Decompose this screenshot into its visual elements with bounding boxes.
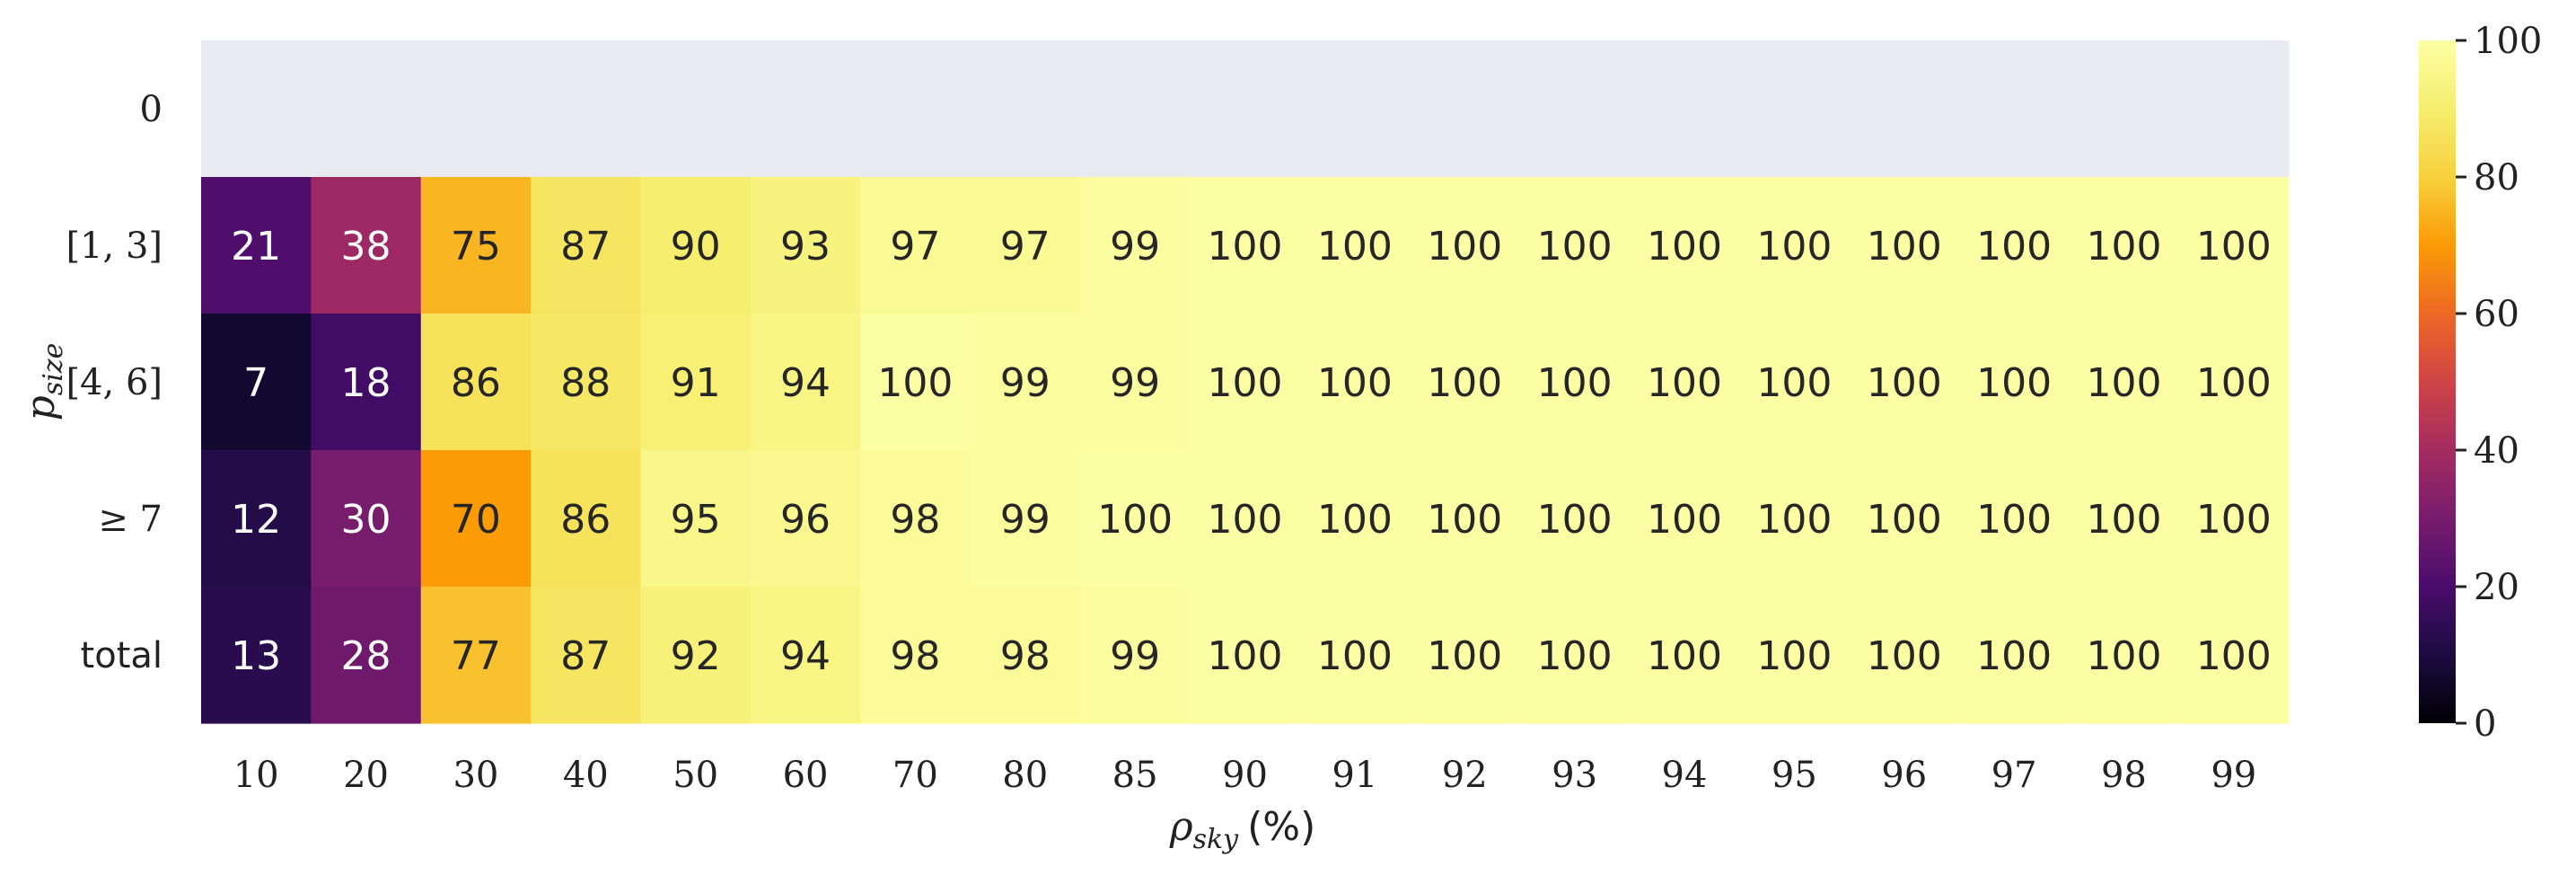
cell-value-label: 100 [1536, 497, 1613, 543]
x-tick-label: 98 [2100, 755, 2147, 796]
cell-value-label: 70 [450, 497, 501, 543]
x-axis-label-symbol: ρ [1169, 804, 1193, 850]
cell-value-label: 100 [2195, 497, 2272, 543]
cell-value-label: 96 [780, 497, 831, 543]
x-tick-label: 96 [1881, 755, 1928, 796]
cell-value-label: 87 [560, 633, 611, 679]
heatmap-cell [421, 40, 532, 178]
x-tick-label: 99 [2211, 755, 2257, 796]
cell-value-label: 100 [1866, 633, 1942, 679]
cell-value-label: 100 [1866, 224, 1942, 270]
heatmap-cell [860, 40, 971, 178]
cell-value-label: 100 [1427, 633, 1503, 679]
cell-value-label: 100 [1316, 497, 1393, 543]
x-tick-label: 93 [1552, 755, 1598, 796]
cell-value-label: 100 [1756, 633, 1833, 679]
cell-value-label: 91 [670, 360, 721, 406]
heatmap-cell [1190, 40, 1300, 178]
x-axis-label-unit: (%) [1247, 804, 1316, 850]
heatmap-cell [201, 40, 312, 178]
cell-value-label: 100 [1646, 360, 1722, 406]
cell-value-label: 21 [231, 224, 282, 270]
colorbar-tick-label: 100 [2474, 21, 2543, 62]
x-tick-label: 40 [562, 755, 609, 796]
y-tick-label: total [80, 635, 163, 676]
x-tick-label: 20 [343, 755, 390, 796]
heatmap-cell [1739, 40, 1850, 178]
cell-value-label: 100 [1536, 224, 1613, 270]
cell-value-label: 95 [670, 497, 721, 543]
cell-value-label: 99 [1110, 633, 1161, 679]
cell-value-label: 13 [231, 633, 282, 679]
cell-value-label: 100 [1866, 360, 1942, 406]
cell-value-label: 100 [2086, 224, 2162, 270]
cell-value-label: 100 [1427, 360, 1503, 406]
colorbar-tick-label: 0 [2474, 703, 2497, 745]
y-tick-label: 0 [139, 89, 163, 130]
cell-value-label: 99 [999, 360, 1051, 406]
cell-value-label: 86 [560, 497, 611, 543]
heatmap-cell [971, 40, 1081, 178]
x-tick-label: 95 [1771, 755, 1817, 796]
cell-value-label: 100 [1646, 633, 1722, 679]
heatmap-cell [2069, 40, 2179, 178]
cell-value-label: 100 [1207, 633, 1283, 679]
cell-value-label: 100 [1316, 633, 1393, 679]
heatmap-cell [1410, 40, 1520, 178]
cell-value-label: 77 [450, 633, 501, 679]
cell-value-label: 100 [1756, 497, 1833, 543]
colorbar-ticks [2456, 21, 2542, 745]
cell-value-label: 98 [890, 497, 941, 543]
cell-value-label: 7 [243, 360, 269, 406]
cell-value-label: 93 [780, 224, 831, 270]
cell-value-label: 18 [340, 360, 391, 406]
cell-value-label: 38 [340, 224, 391, 270]
cell-value-label: 87 [560, 224, 611, 270]
cell-value-label: 99 [999, 497, 1051, 543]
cell-value-label: 100 [1097, 497, 1174, 543]
cell-value-label: 100 [1316, 360, 1393, 406]
x-axis-label [1169, 804, 1316, 855]
heatmap-cell [1959, 40, 2070, 178]
heatmap-cell [2179, 40, 2290, 178]
cell-value-label: 100 [1427, 224, 1503, 270]
x-tick-label: 90 [1222, 755, 1268, 796]
cell-value-label: 100 [1756, 224, 1833, 270]
colorbar-tick-label: 40 [2474, 430, 2519, 472]
y-axis-label-symbol: p [18, 395, 64, 421]
cell-value-label: 88 [560, 360, 611, 406]
x-tick-label: 60 [782, 755, 829, 796]
colorbar-tick-label: 80 [2474, 157, 2519, 199]
cell-value-label: 100 [1207, 360, 1283, 406]
cell-value-label: 100 [1756, 360, 1833, 406]
x-tick-label: 80 [1002, 755, 1049, 796]
cell-value-label: 100 [1316, 224, 1393, 270]
cell-value-label: 100 [2086, 497, 2162, 543]
x-tick-label: 85 [1112, 755, 1158, 796]
x-tick-label: 97 [1991, 755, 2037, 796]
cell-value-label: 86 [450, 360, 501, 406]
cell-value-label: 100 [1866, 497, 1942, 543]
cell-value-label: 100 [2086, 633, 2162, 679]
cell-value-label: 100 [1976, 633, 2053, 679]
cell-value-label: 100 [877, 360, 954, 406]
cell-value-label: 100 [1207, 224, 1283, 270]
y-axis-label [18, 343, 69, 421]
x-tick-label: 10 [233, 755, 279, 796]
cell-value-label: 75 [450, 224, 501, 270]
x-axis-label-subscript: sky [1192, 824, 1239, 855]
heatmap-cell [311, 40, 421, 178]
colorbar-tick-label: 20 [2474, 567, 2519, 608]
cell-value-label: 100 [1646, 497, 1722, 543]
cell-value-label: 97 [999, 224, 1051, 270]
cell-value-label: 100 [1976, 224, 2053, 270]
x-tick-label: 92 [1441, 755, 1488, 796]
colorbar-gradient [2419, 40, 2456, 723]
y-tick-label: [1, 3] [66, 225, 163, 267]
cell-value-label: 100 [2195, 360, 2272, 406]
x-tick-label: 30 [453, 755, 499, 796]
cell-value-label: 98 [890, 633, 941, 679]
cell-value-label: 99 [1110, 224, 1161, 270]
cell-value-label: 94 [780, 633, 831, 679]
x-tick-label: 70 [892, 755, 938, 796]
y-axis-label-subscript: size [38, 342, 69, 396]
cell-value-label: 100 [1207, 497, 1283, 543]
cell-value-label: 100 [1976, 360, 2053, 406]
colorbar-tick-label: 60 [2474, 294, 2519, 335]
cell-value-label: 100 [2086, 360, 2162, 406]
cell-value-label: 12 [231, 497, 282, 543]
heatmap-cell [1850, 40, 1960, 178]
y-tick-label: ≥ 7 [98, 499, 163, 540]
cell-value-label: 100 [1536, 633, 1613, 679]
heatmap-cell [1300, 40, 1411, 178]
heatmap-cell [1519, 40, 1630, 178]
heatmap-cell [640, 40, 751, 178]
cell-value-label: 90 [670, 224, 721, 270]
cell-value-label: 92 [670, 633, 721, 679]
cell-value-label: 100 [2195, 633, 2272, 679]
heatmap-cell [531, 40, 641, 178]
heatmap-cell [1080, 40, 1191, 178]
cell-value-label: 28 [340, 633, 391, 679]
cell-value-label: 98 [999, 633, 1051, 679]
cell-value-label: 100 [1976, 497, 2053, 543]
heatmap-cell [751, 40, 861, 178]
x-tick-label: 94 [1661, 755, 1708, 796]
cell-value-label: 99 [1110, 360, 1161, 406]
cell-value-label: 94 [780, 360, 831, 406]
cell-value-label: 100 [2195, 224, 2272, 270]
x-tick-label: 50 [673, 755, 719, 796]
y-tick-label: [4, 6] [66, 362, 163, 403]
cell-value-label: 100 [1646, 224, 1722, 270]
x-tick-labels [233, 755, 2257, 796]
y-tick-labels [66, 89, 163, 676]
cell-value-label: 100 [1427, 497, 1503, 543]
heatmap-cell [1630, 40, 1740, 178]
cell-value-label: 30 [340, 497, 391, 543]
cell-value-label: 100 [1536, 360, 1613, 406]
x-tick-label: 91 [1332, 755, 1378, 796]
cell-value-label: 97 [890, 224, 941, 270]
